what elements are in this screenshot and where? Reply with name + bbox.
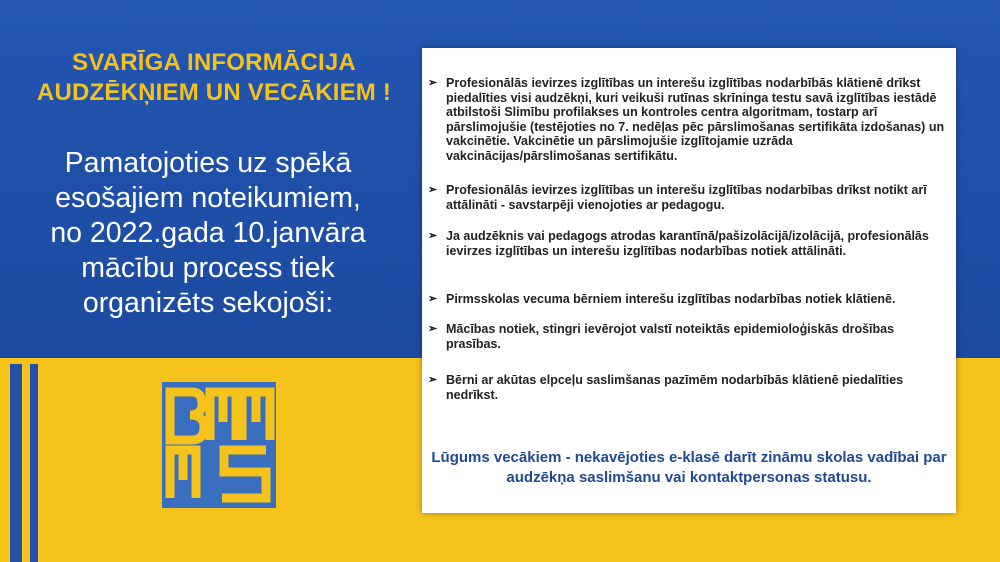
intro-text — [18, 146, 398, 321]
list-item-text: Profesionālās ievirzes izglītības un interešu izglītības nodarbības drīkst notikt arī attālināti - savstarpēji vienojoties ar pedagogu. — [446, 183, 927, 212]
arrow-bullet-icon: ➢ — [428, 184, 438, 196]
list-item — [428, 76, 950, 163]
logo-mark — [162, 382, 276, 508]
headline — [14, 48, 414, 108]
arrow-bullet-icon: ➢ — [428, 77, 438, 89]
intro-line: esošajiem noteikumiem, — [55, 182, 361, 214]
list-item-text: Bērni ar akūtas elpceļu saslimšanas pazīmēm nodarbībās klātienē piedalīties nedrīkst. — [446, 373, 904, 402]
decorative-stripe — [10, 364, 22, 562]
list-item-text: Ja audzēknis vai pedagogs atrodas karantīnā/pašizolācijā/izolācijā, profesionālās ievirzes izglītības un interešu izglītības nodarbības notiek attālināti. — [446, 229, 929, 258]
intro-line: organizēts sekojoši: — [82, 287, 334, 319]
arrow-bullet-icon: ➢ — [428, 323, 438, 335]
intro-line: mācību process tiek — [81, 252, 335, 284]
list-item — [428, 229, 950, 258]
list-item-text: Profesionālās ievirzes izglītības un interešu izglītības nodarbībās klātienē drīkst piedalīties visi audzēkņi, kuri veikuši rutīnas skrīninga testu savā izglītības iestādē atbilstoši Slimību profilakses un kontroles centra algoritmam, tostarp arī pārslimojušie (testējoties no 7. nedēļas pēc pārslimošanas sertifikāta izdošanas) un vakcinētie. Vakcinētie un pārslimojušie izglītojamie uzrāda vakcinācijas/pārslimošanas sertifikātu. — [446, 76, 945, 163]
parents-notice: Lūgums vecākiem - nekavējoties e-klasē darīt zināmu skolas vadībai par audzēkņa saslimšanu vai kontaktpersonas statusu. — [431, 449, 947, 486]
info-panel — [422, 48, 956, 513]
intro-line: no 2022.gada 10.janvāra — [50, 217, 366, 249]
list-item — [428, 373, 950, 402]
arrow-bullet-icon: ➢ — [428, 293, 438, 305]
arrow-bullet-icon: ➢ — [428, 374, 438, 386]
school-logo — [162, 382, 276, 508]
list-item — [428, 322, 950, 351]
intro-line: Pamatojoties uz spēkā — [64, 147, 352, 179]
list-item-text: Mācības notiek, stingri ievērojot valstī noteiktās epidemioloģiskās drošības prasības. — [446, 322, 895, 351]
headline-line: AUDZĒKŅIEM UN VECĀKIEM ! — [36, 79, 392, 106]
list-item — [428, 183, 950, 212]
arrow-bullet-icon: ➢ — [428, 230, 438, 242]
list-item-text: Pirmsskolas vecuma bērniem interešu izglītības nodarbības notiek klātienē. — [446, 292, 896, 306]
headline-line: SVARĪGA INFORMĀCIJA — [72, 49, 356, 76]
decorative-stripe — [30, 364, 38, 562]
list-item — [428, 292, 950, 307]
